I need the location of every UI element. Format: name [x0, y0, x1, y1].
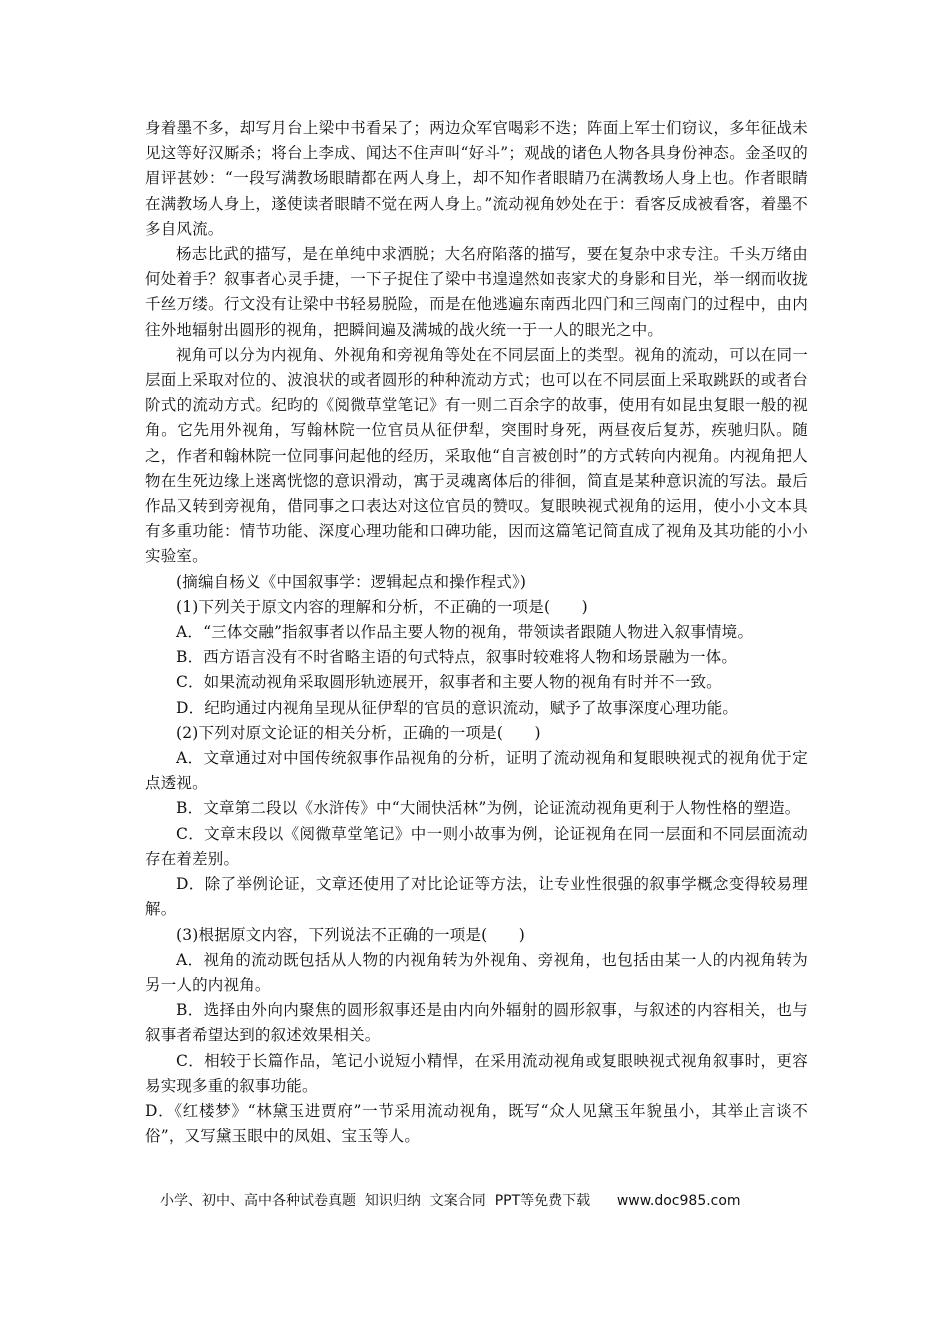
q3-option-c: C．相较于长篇作品，笔记小说短小精悍，在采用流动视角或复眼映视式视角叙事时，更容易实现多重的叙事功能。 — [145, 1051, 808, 1095]
paragraph-2: 杨志比武的描写，是在单纯中求洒脱；大名府陷落的描写，要在复杂中求专注。千头万绪由何处着手？叙事者心灵手捷，一下子捉住了梁中书遑遑然如丧家犬的身影和目光，举一纲而收拢千丝万缕。行文没有让梁中书轻易脱险，而是在他逃遍东南西北四门和三闯南门的过程中，由内往外地辐射出圆形的视角，把瞬间遍及满城的战火统一于一人的眼光之中。 — [145, 245, 808, 339]
q2-option-a: A．文章通过对中国传统叙事作品视角的分析，证明了流动视角和复眼映视式的视角优于定点透视。 — [145, 749, 808, 793]
question-2: (2)下列对原文论证的相关分析，正确的一项是( ) — [176, 723, 541, 742]
q2-option-b: B．文章第二段以《水浒传》中“大闹快活林”为例，论证流动视角更利于人物性格的塑造。 — [176, 799, 801, 818]
q1-option-a: A．“三体交融”指叙事者以作品主要人物的视角，带领读者跟随人物进入叙事情境。 — [176, 623, 754, 642]
q3-option-a: A．视角的流动既包括从人物的内视角转为外视角、旁视角，也包括由某一人的内视角转为另一人的内视角。 — [145, 950, 808, 994]
text-block — [145, 116, 808, 1149]
q1-option-d: D．纪昀通过内视角呈现从征伊犁的官员的意识流动，赋予了故事深度心理功能。 — [176, 698, 739, 717]
q1-option-b: B．西方语言没有不时省略主语的句式特点，叙事时较难将人物和场景融为一体。 — [176, 648, 738, 667]
q3-option-d: D．《红楼梦》“林黛玉进贾府”一节采用流动视角，既写“众人见黛玉年貌虽小，其举止言谈不俗”，又写黛玉眼中的凤姐、宝玉等人。 — [145, 1101, 808, 1146]
q2-option-c: C．文章末段以《阅微草堂笔记》中一则小故事为例，论证视角在同一层面和不同层面流动存在着差别。 — [145, 824, 808, 868]
question-3: (3)根据原文内容，下列说法不正确的一项是( ) — [176, 925, 526, 944]
q2-option-d: D．除了举例论证，文章还使用了对比论证等方法，让专业性很强的叙事学概念变得较易理解。 — [145, 875, 808, 919]
paragraph-3: 视角可以分为内视角、外视角和旁视角等处在不同层面上的类型。视角的流动，可以在同一层面上采取对位的、波浪状的或者圆形的种种流动方式；也可以在不同层面上采取跳跃的或者台阶式的流动方式。纪昀的《阅微草堂笔记》有一则二百余字的故事，使用有如昆虫复眼一般的视角。它先用外视角，写翰林院一位官员从征伊犁，突围时身死，两昼夜后复苏，疾驰归队。随之，作者和翰林院一位同事问起他的经历，采取他“自言被创时”的方式转向内视角。内视角把人物在生死边缘上迷离恍惚的意识滑动，寓于灵魂离体后的徘徊，简直是某种意识流的写法。最后作品又转到旁视角，借同事之口表达对这位官员的赞叹。复眼映视式视角的运用，使小小文本具有多重功能：情节功能、深度心理功能和口碑功能，因而这篇笔记简直成了视角及其功能的小小实验室。 — [145, 345, 808, 566]
paragraph-1: 身着墨不多，却写月台上梁中书看呆了；两边众军官喝彩不迭；阵面上军士们窃议，多年征战未见这等好汉厮杀；将台上李成、闻达不住声叫“好斗”；观战的诸色人物各具身份神态。金圣叹的眉评甚妙：“一段写满教场眼睛都在两人身上，却不知作者眼睛乃在满教场人身上也。作者眼睛在满教场人身上，遂使读者眼睛不觉在两人身上。”流动视角妙处在于：看客反成被看客，着墨不多自风流。 — [145, 119, 808, 238]
q3-option-b: B．选择由外向内聚焦的圆形叙事还是由内向外辐射的圆形叙事，与叙述的内容相关，也与叙事者希望达到的叙述效果相关。 — [145, 1001, 808, 1045]
source-citation: (摘编自杨义《中国叙事学：逻辑起点和操作程式》) — [176, 572, 527, 591]
q1-option-c: C．如果流动视角采取圆形轨迹展开，叙事者和主要人物的视角有时并不一致。 — [176, 673, 722, 692]
question-1: (1)下列关于原文内容的理解和分析，不正确的一项是( ) — [176, 597, 588, 616]
footer-banner: 小学、初中、高中各种试卷真题 知识归纳 文案合同 PPT等免费下载 www.doc985.com — [160, 1193, 741, 1209]
